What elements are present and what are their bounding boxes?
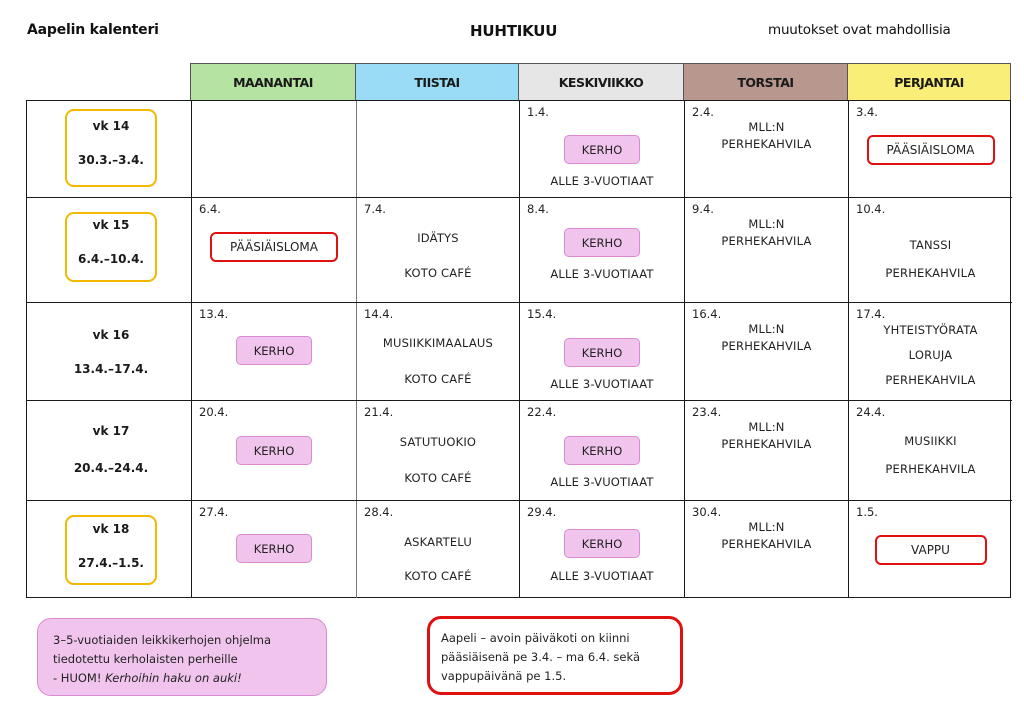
week-range: 13.4.–17.4. — [73, 362, 149, 376]
event-line: PERHEKAHVILA — [885, 462, 976, 476]
calendar-title: Aapelin kalenteri — [27, 22, 159, 38]
holiday-badge: PÄÄSIÄISLOMA — [210, 232, 338, 262]
week-range: 30.3.–3.4. — [78, 153, 144, 167]
event-line: SATUTUOKIO — [399, 435, 477, 449]
changes-note: muutokset ovat mahdollisia — [768, 22, 951, 38]
date-label: 28.4. — [364, 505, 394, 519]
day-cell — [191, 401, 356, 500]
kerho-event-badge: KERHO — [564, 436, 640, 465]
day-cell — [191, 198, 356, 302]
day-header-friday — [847, 63, 1011, 101]
day-label: TORSTAI — [737, 74, 794, 90]
date-label: 10.4. — [856, 202, 886, 216]
date-label: 24.4. — [856, 405, 886, 419]
kerho-event-badge: KERHO — [236, 534, 312, 563]
date-label: 1.5. — [856, 505, 878, 519]
day-cell — [519, 303, 684, 400]
day-cell — [191, 501, 356, 598]
event-line: PERHEKAHVILA — [885, 266, 976, 280]
event-line: PERHEKAHVILA — [721, 137, 812, 151]
event-line: MUSIIKKI — [904, 434, 957, 448]
date-label: 2.4. — [692, 105, 714, 119]
event-line: LORUJA — [908, 348, 953, 362]
week-label-box — [65, 515, 157, 585]
kerho-event-badge: KERHO — [236, 336, 312, 365]
kerho-event-badge: KERHO — [564, 228, 640, 257]
date-label: 7.4. — [364, 202, 386, 216]
day-cell-empty — [356, 101, 519, 197]
event-line: MLL:N — [748, 420, 785, 434]
day-cell — [848, 198, 1012, 302]
kerho-info-note — [37, 618, 327, 696]
holiday-badge: PÄÄSIÄISLOMA — [867, 135, 995, 165]
week-number: vk 17 — [92, 424, 130, 438]
date-label: 22.4. — [527, 405, 557, 419]
week-row-15 — [27, 197, 1012, 302]
date-label: 20.4. — [199, 405, 229, 419]
event-line: PERHEKAHVILA — [721, 437, 812, 451]
date-label: 21.4. — [364, 405, 394, 419]
day-cell — [684, 401, 848, 500]
week-number: vk 18 — [92, 522, 130, 536]
day-header-tuesday — [355, 63, 519, 101]
date-label: 27.4. — [199, 505, 229, 519]
week-range: 6.4.–10.4. — [78, 252, 144, 266]
kerho-event-badge: KERHO — [236, 436, 312, 465]
day-cell — [684, 198, 848, 302]
event-line: KOTO CAFÉ — [404, 372, 472, 386]
month-title: HUHTIKUU — [470, 22, 558, 40]
day-header-row — [26, 63, 1011, 101]
event-line: PERHEKAHVILA — [721, 537, 812, 551]
note-prefix: - HUOM! — [53, 671, 106, 685]
day-cell — [684, 303, 848, 400]
note-line: vappupäivänä pe 1.5. — [441, 669, 567, 683]
day-cell — [356, 401, 519, 500]
event-subtitle: ALLE 3-VUOTIAAT — [550, 569, 654, 583]
day-cell — [356, 501, 519, 598]
event-line: TANSSI — [909, 238, 952, 252]
day-cell — [848, 303, 1012, 400]
date-label: 17.4. — [856, 307, 886, 321]
event-line: ASKARTELU — [404, 535, 472, 549]
week-cell — [27, 501, 191, 598]
day-cell — [848, 101, 1012, 197]
note-line: 3–5-vuotiaiden leikkikerhojen ohjelma — [53, 633, 272, 647]
event-line: MLL:N — [748, 217, 785, 231]
day-cell — [356, 303, 519, 400]
week-cell — [27, 101, 191, 197]
week-label-box — [65, 109, 157, 187]
note-emphasis: Kerhoihin haku on auki! — [105, 671, 242, 685]
closure-info-note — [427, 616, 683, 695]
day-cell-empty — [191, 101, 356, 197]
kerho-event-badge: KERHO — [564, 529, 640, 558]
day-label: TIISTAI — [414, 74, 460, 90]
day-header-wednesday — [518, 63, 684, 101]
event-subtitle: ALLE 3-VUOTIAAT — [550, 475, 654, 489]
date-label: 14.4. — [364, 307, 394, 321]
note-line: Aapeli – avoin päiväkoti on kiinni — [441, 631, 630, 645]
day-cell — [191, 303, 356, 400]
week-number: vk 16 — [92, 328, 130, 342]
date-label: 8.4. — [527, 202, 549, 216]
holiday-badge: VAPPU — [875, 535, 987, 565]
date-label: 13.4. — [199, 307, 229, 321]
week-row-16 — [27, 302, 1012, 400]
kerho-event-badge: KERHO — [564, 338, 640, 367]
event-line: MLL:N — [748, 120, 785, 134]
week-row-17 — [27, 400, 1012, 500]
date-label: 15.4. — [527, 307, 557, 321]
event-subtitle: ALLE 3-VUOTIAAT — [550, 267, 654, 281]
day-cell — [519, 198, 684, 302]
date-label: 9.4. — [692, 202, 714, 216]
date-label: 3.4. — [856, 105, 878, 119]
event-line: MLL:N — [748, 322, 785, 336]
day-cell — [848, 401, 1012, 500]
day-cell — [519, 401, 684, 500]
event-line: IDÄTYS — [417, 231, 459, 245]
note-line: pääsiäisenä pe 3.4. – ma 6.4. sekä — [441, 650, 640, 664]
week-number: vk 15 — [92, 218, 130, 232]
date-label: 6.4. — [199, 202, 221, 216]
date-label: 29.4. — [527, 505, 557, 519]
note-line: tiedotettu kerholaisten perheille — [53, 652, 238, 666]
kerho-event-badge: KERHO — [564, 135, 640, 164]
day-label: PERJANTAI — [894, 74, 964, 90]
day-label: MAANANTAI — [233, 74, 313, 90]
week-row-18 — [27, 500, 1012, 598]
day-header-monday — [190, 63, 356, 101]
event-subtitle: ALLE 3-VUOTIAAT — [550, 174, 654, 188]
week-range: 27.4.–1.5. — [78, 556, 144, 570]
day-header-thursday — [683, 63, 848, 101]
date-label: 30.4. — [692, 505, 722, 519]
day-cell — [684, 501, 848, 598]
event-line: MLL:N — [748, 520, 785, 534]
note-line — [53, 669, 326, 688]
day-cell — [519, 101, 684, 197]
event-subtitle: ALLE 3-VUOTIAAT — [550, 377, 654, 391]
week-cell — [27, 401, 191, 500]
date-label: 16.4. — [692, 307, 722, 321]
week-label-box — [65, 212, 157, 282]
event-line: PERHEKAHVILA — [721, 339, 812, 353]
day-label: KESKIVIIKKO — [558, 74, 644, 90]
week-number: vk 14 — [92, 119, 130, 133]
week-range: 20.4.–24.4. — [73, 461, 149, 475]
week-cell — [27, 303, 191, 400]
week-row-14 — [27, 101, 1012, 197]
event-line: KOTO CAFÉ — [404, 266, 472, 280]
day-cell — [684, 101, 848, 197]
week-cell — [27, 198, 191, 302]
event-line: MUSIIKKIMAALAUS — [382, 336, 494, 350]
event-line: YHTEISTYÖRATA — [883, 323, 978, 337]
event-line: PERHEKAHVILA — [721, 234, 812, 248]
event-line: KOTO CAFÉ — [404, 471, 472, 485]
event-line: PERHEKAHVILA — [885, 373, 976, 387]
date-label: 1.4. — [527, 105, 549, 119]
day-cell — [519, 501, 684, 598]
week-label-box — [65, 317, 157, 387]
calendar-grid — [26, 100, 1011, 598]
event-line: KOTO CAFÉ — [404, 569, 472, 583]
day-cell — [356, 198, 519, 302]
day-cell — [848, 501, 1012, 598]
week-label-box — [65, 415, 157, 485]
date-label: 23.4. — [692, 405, 722, 419]
